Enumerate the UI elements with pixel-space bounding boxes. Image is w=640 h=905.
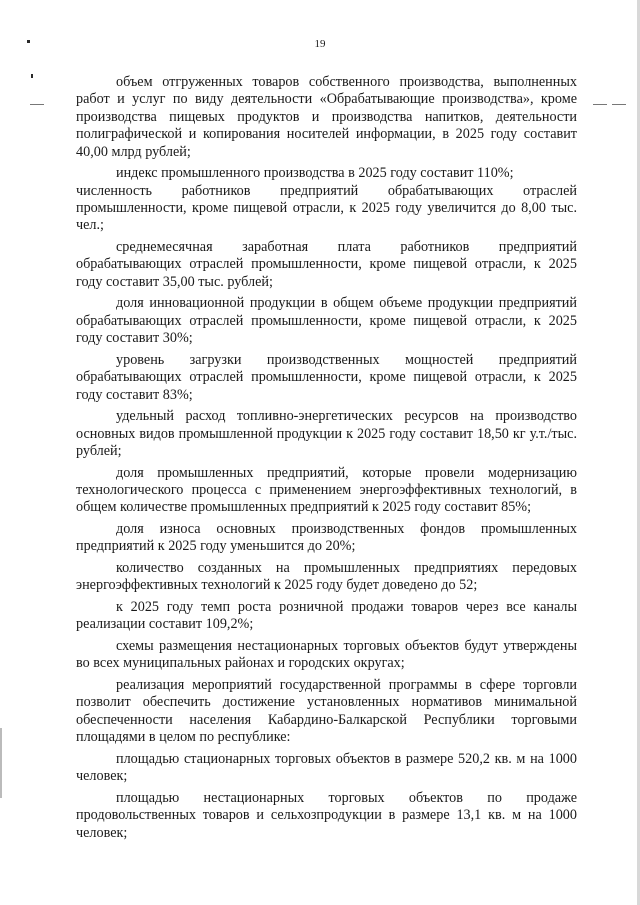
scan-dash-mark [612, 104, 626, 105]
paragraph: среднемесячная заработная плата работников предприятий обрабатывающих отраслей промышленности, кроме пищевой отрасли, к 2025 году составит 35,00 тыс. рублей; [76, 239, 577, 290]
paragraph: доля износа основных производственных фондов промышленных предприятий к 2025 году уменьшится до 20%; [76, 521, 577, 555]
paragraph: площадью нестационарных торговых объектов по продаже продовольственных товаров и сельхозпродукции в размере 13,1 кв. м на 1000 человек; [76, 789, 577, 841]
paragraph: уровень загрузки производственных мощностей предприятий обрабатывающих отраслей промышленности, кроме пищевой отрасли, к 2025 году составит 83%; [76, 351, 577, 403]
paragraph: количество созданных на промышленных предприятиях передовых энергоэффективных технологий к 2025 году будет доведено до 52; [76, 560, 577, 594]
paragraph: объем отгруженных товаров собственного производства, выполненных работ и услуг по виду деятельности «Обрабатывающие производства», кроме производства пищевых продуктов и производства напитков, деятельности полиграфической и копирования носителей информации, в 2025 году составит 40,00 млрд рублей; [76, 74, 577, 160]
paragraph: площадью стационарных торговых объектов в размере 520,2 кв. м на 1000 человек; [76, 750, 577, 785]
paragraph: удельный расход топливно-энергетических ресурсов на производство основных видов промышленной продукции к 2025 году составит 18,50 кг у.т./тыс. рублей; [76, 408, 577, 460]
page-number: 19 [314, 38, 326, 50]
body-text [76, 74, 577, 846]
paragraph: численность работников предприятий обрабатывающих отраслей промышленности, кроме пищевой отрасли, к 2025 году увеличится до 8,00 тыс. чел.; [76, 182, 577, 234]
paragraph: схемы размещения нестационарных торговых объектов будут утверждены во всех муниципальных районах и городских округах; [76, 638, 577, 672]
paragraph: к 2025 году темп роста розничной продажи товаров через все каналы реализации составит 109,2%; [76, 599, 577, 633]
scan-speck [31, 74, 33, 78]
paragraph: реализация мероприятий государственной программы в сфере торговли позволит обеспечить достижение установленных нормативов минимальной обеспеченности населения Кабардино-Балкарской Республики торговыми площадями в целом по республике: [76, 677, 577, 746]
paragraph: доля инновационной продукции в общем объеме продукции предприятий обрабатывающих отраслей промышленности, кроме пищевой отрасли, к 2025 году составит 30%; [76, 295, 577, 347]
scan-page-edge [0, 728, 2, 798]
scan-dash-mark [593, 104, 607, 105]
paragraph: доля промышленных предприятий, которые провели модернизацию технологического процесса с применением энергоэффективных технологий, в общем количестве промышленных предприятий к 2025 году составит 85%; [76, 464, 577, 516]
paragraph: индекс промышленного производства в 2025 году составит 110%; [116, 165, 514, 182]
scan-dash-mark [30, 104, 44, 105]
